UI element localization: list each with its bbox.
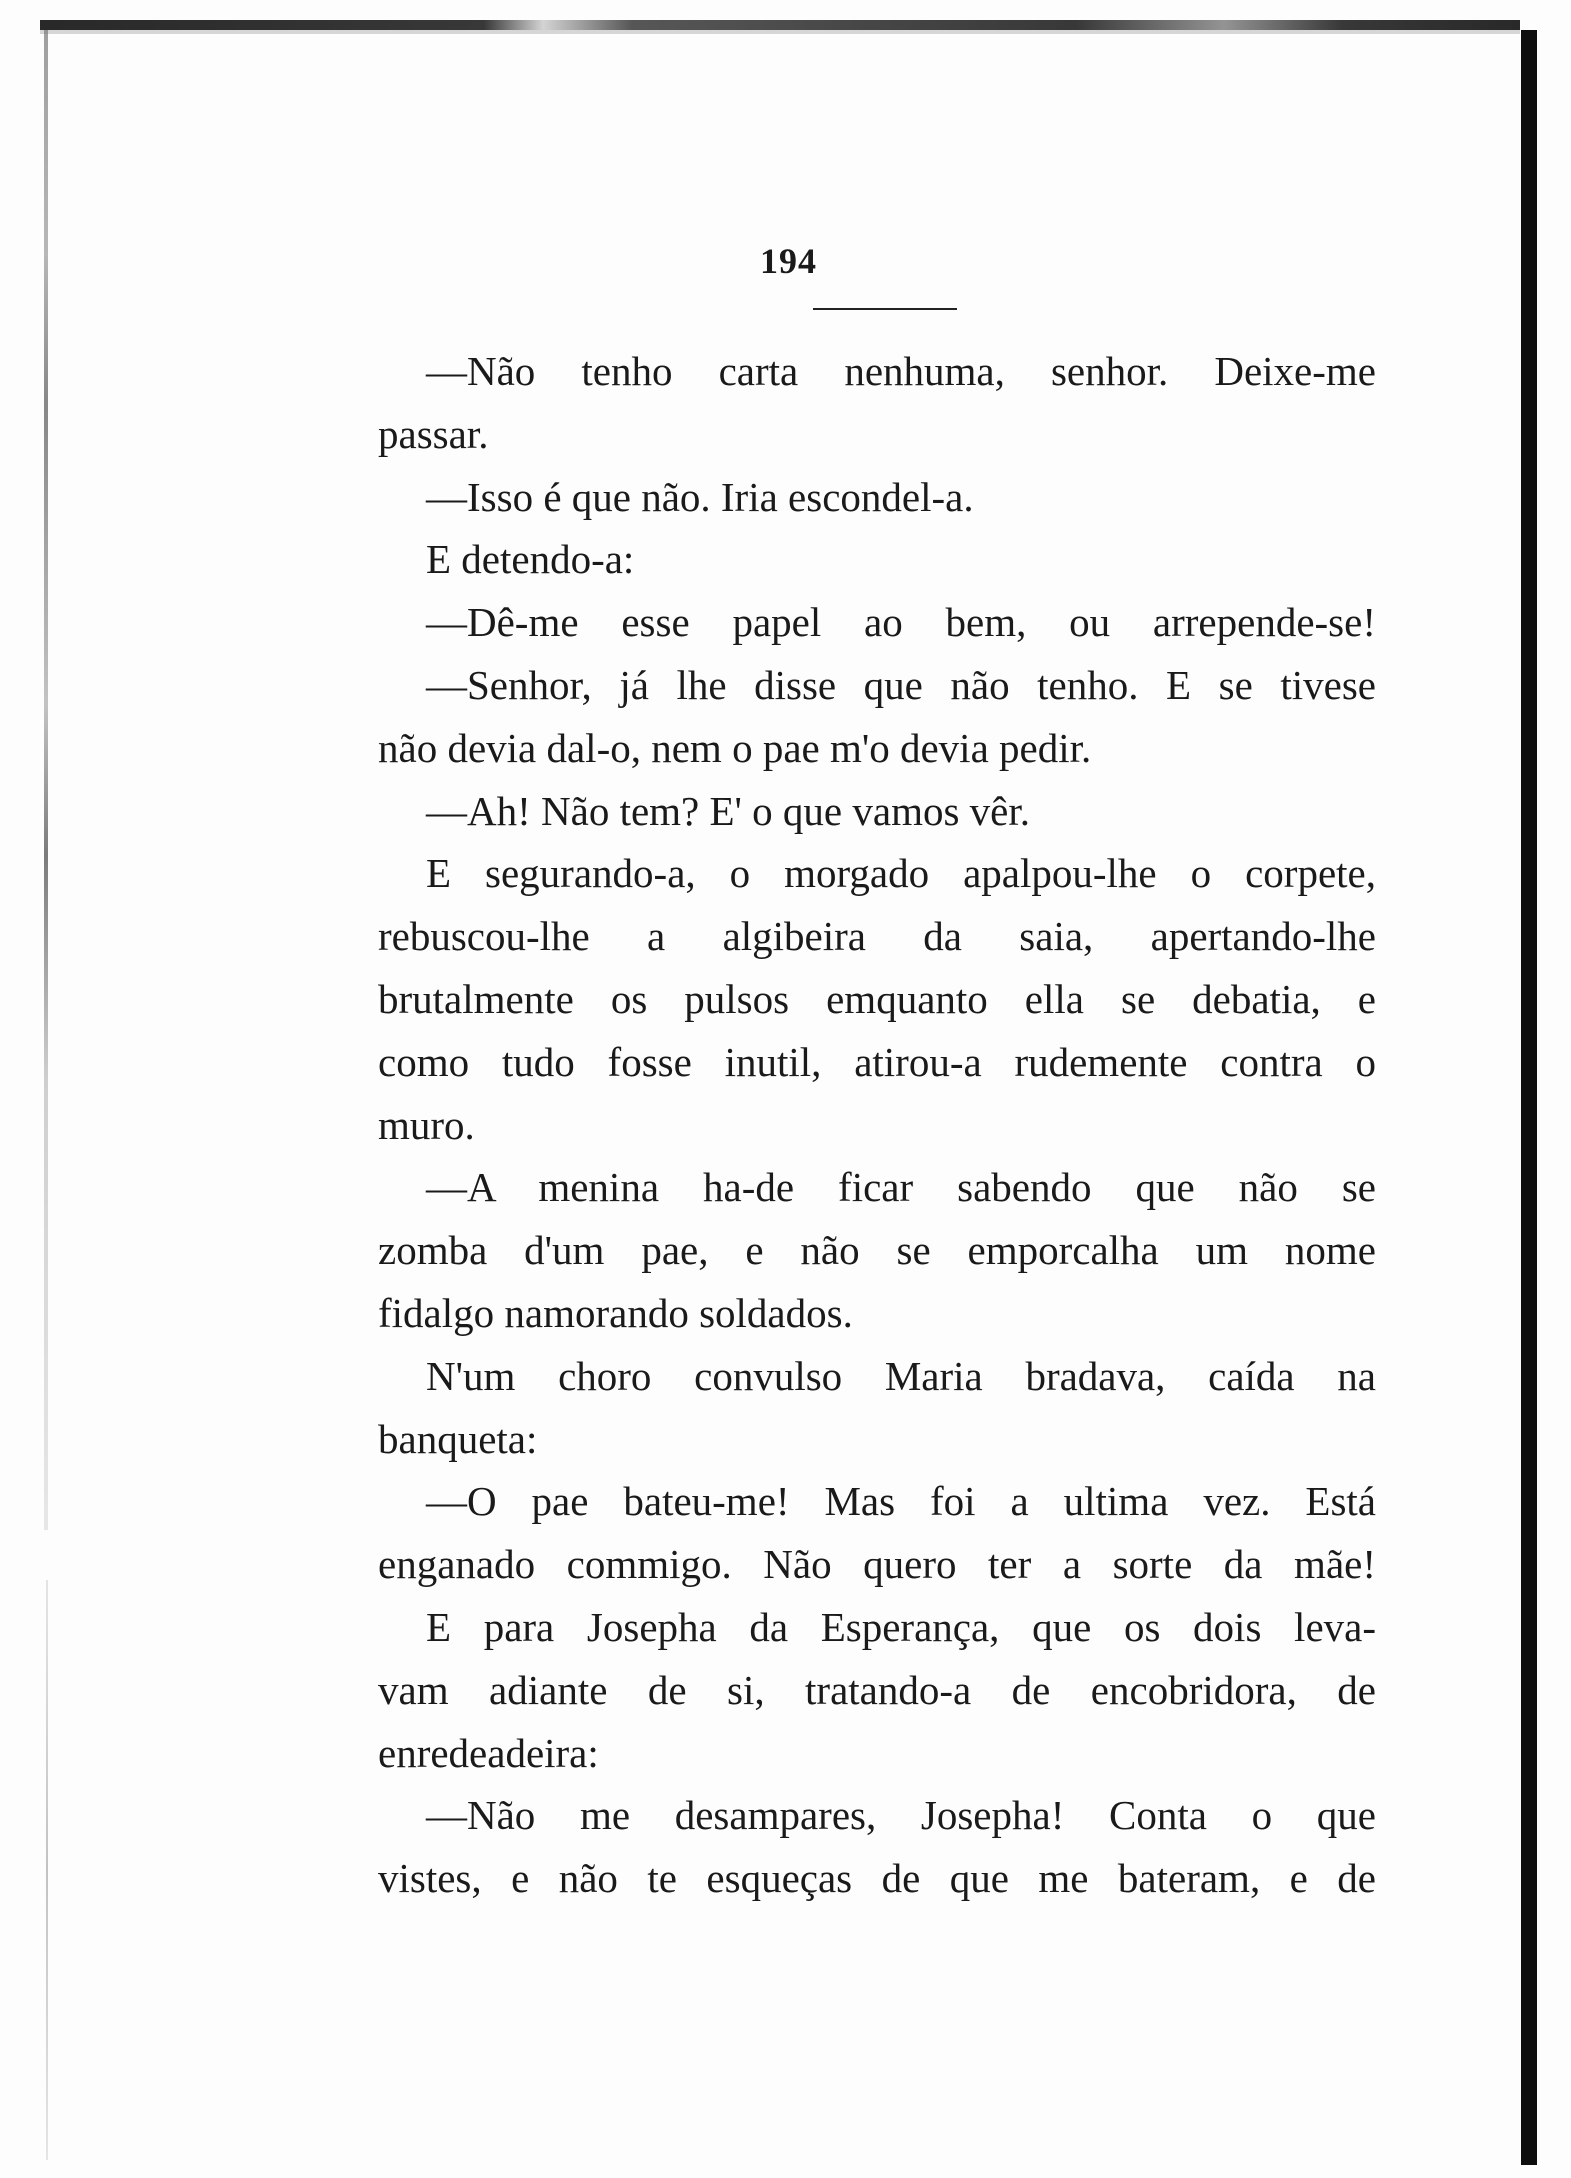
text-line: banqueta: bbox=[378, 1415, 538, 1462]
text-line: não devia dal-o, nem o pae m'o devia pedir. bbox=[378, 724, 1092, 771]
text-line: fidalgo namorando soldados. bbox=[378, 1289, 853, 1336]
text-line: enredeadeira: bbox=[378, 1729, 599, 1776]
text-line: —Senhor, já lhe disse que não tenho. E se tivese bbox=[426, 661, 1376, 708]
text-line: E detendo-a: bbox=[426, 536, 635, 583]
text-line: N'um choro convulso Maria bradava, caída na bbox=[426, 1352, 1376, 1399]
text-line: vistes, e não te esqueças de que me bateram, e de bbox=[378, 1855, 1376, 1902]
scan-right-edge bbox=[1521, 30, 1537, 2165]
text-line: —A menina ha-de ficar sabendo que não se bbox=[426, 1164, 1376, 1211]
text-line: enganado commigo. Não quero ter a sorte da mãe! bbox=[378, 1541, 1376, 1588]
text-line: como tudo fosse inutil, atirou-a rudemente contra o bbox=[378, 1038, 1376, 1085]
text-line: E segurando-a, o morgado apalpou-lhe o corpete, bbox=[426, 850, 1376, 897]
text-line: muro. bbox=[378, 1101, 475, 1148]
page-number bbox=[0, 240, 1571, 282]
scan-top-edge bbox=[40, 20, 1520, 30]
text-line: —Dê-me esse papel ao bem, ou arrepende-se! bbox=[426, 599, 1376, 646]
scan-top-edge-shadow bbox=[40, 30, 1520, 34]
text-line: brutalmente os pulsos emquanto ella se debatia, e bbox=[378, 975, 1376, 1022]
text-line: E para Josepha da Esperança, que os dois leva- bbox=[426, 1603, 1376, 1650]
text-line: rebuscou-lhe a algibeira da saia, apertando-lhe bbox=[378, 913, 1376, 960]
text-line: zomba d'um pae, e não se emporcalha um nome bbox=[378, 1227, 1376, 1274]
text-line: —Não tenho carta nenhuma, senhor. Deixe-me bbox=[426, 348, 1376, 394]
page-number-text: 194 bbox=[760, 241, 817, 281]
body-text bbox=[378, 340, 1376, 1910]
header-rule bbox=[813, 308, 957, 310]
text-line: —Ah! Não tem? E' o que vamos vêr. bbox=[426, 787, 1031, 834]
text-line: vam adiante de si, tratando-a de encobridora, de bbox=[378, 1666, 1376, 1713]
text-line: —Isso é que não. Iria escondel-a. bbox=[426, 473, 974, 520]
text-line: —O pae bateu-me! Mas foi a ultima vez. Está bbox=[426, 1478, 1376, 1525]
scan-left-edge-lower bbox=[46, 1580, 48, 2160]
text-line: —Não me desampares, Josepha! Conta o que bbox=[426, 1792, 1376, 1839]
text-line: passar. bbox=[378, 410, 489, 457]
